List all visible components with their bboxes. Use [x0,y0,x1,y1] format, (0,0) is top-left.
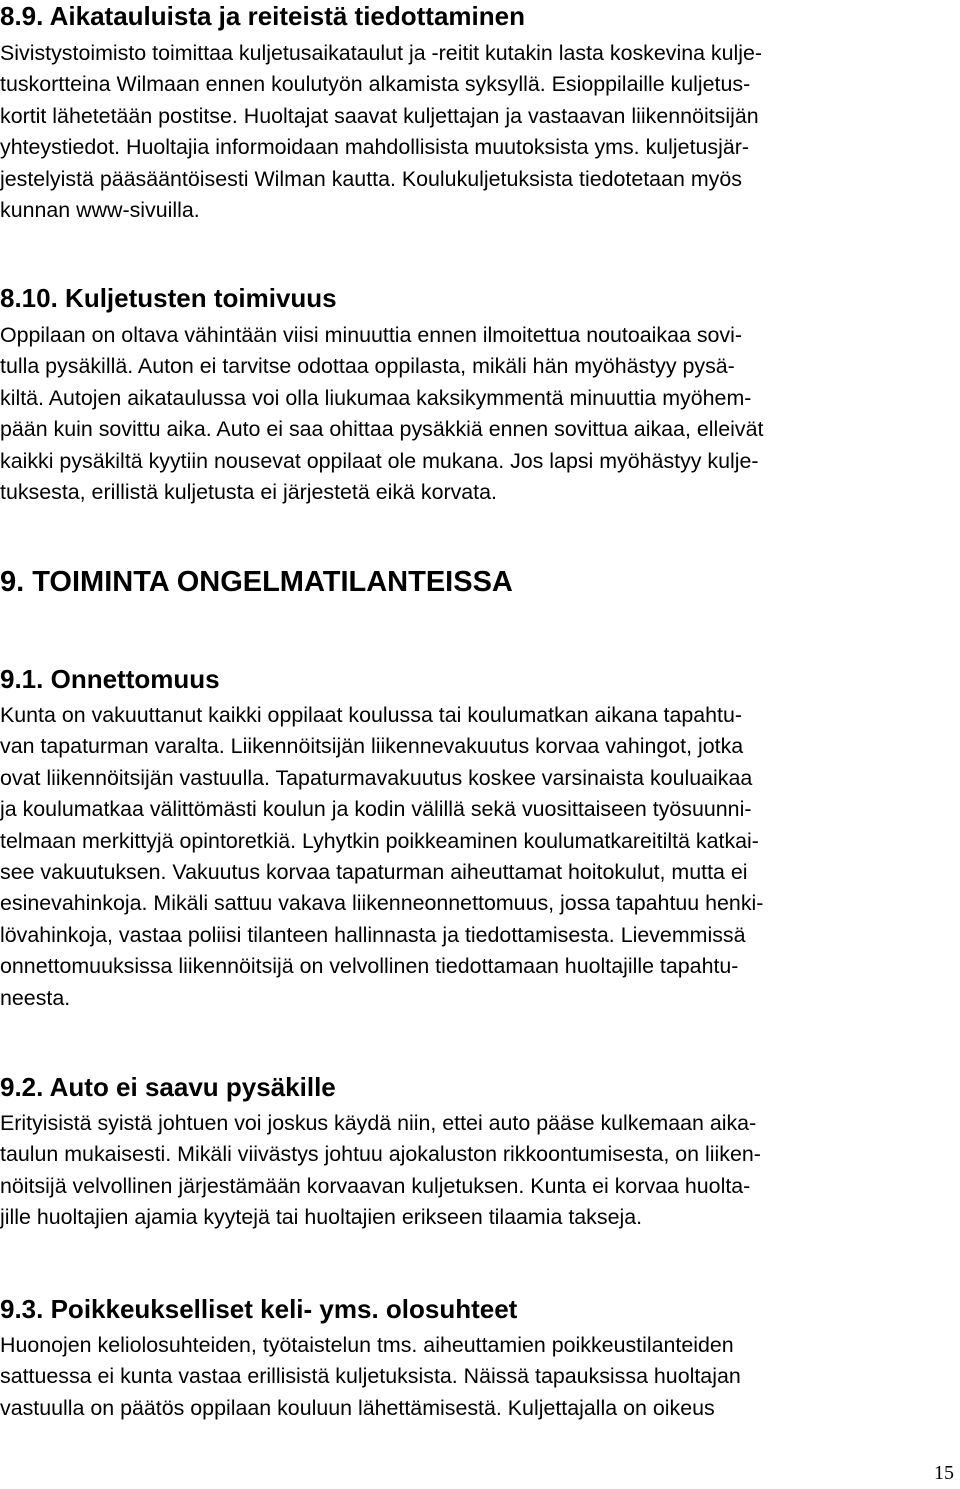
section-heading: 9.1. Onnettomuus [0,664,220,694]
section-paragraph [0,1330,741,1424]
paragraph-line: tuksesta, erillistä kuljetusta ei järjestetä eikä korvata. [0,480,497,505]
paragraph-line: nöitsijä velvollinen järjestämään korvaavan kuljetuksen. Kunta ei korvaa huolta- [0,1173,751,1198]
section-paragraph [0,700,763,1014]
paragraph-line: van tapaturman varalta. Liikennöitsijän liikennevakuutus korvaa vahingot, jotka [0,734,744,759]
paragraph-line: Kunta on vakuuttanut kaikki oppilaat koulussa tai koulumatkan aikana tapahtu- [0,703,743,727]
section-8-10 [0,282,763,508]
page-number: 15 [934,1462,954,1484]
paragraph-line: vastuulla on päätös oppilaan kouluun lähettämisestä. Kuljettajalla on oikeus [0,1395,715,1420]
chapter-heading: 9. TOIMINTA ONGELMATILANTEISSA [0,566,513,598]
paragraph-line: Sivistystoimisto toimittaa kuljetusaikataulut ja -reitit kutakin lasta koskevina kulje- [0,41,763,65]
paragraph-line: onnettomuuksissa liikennöitsijä on velvollinen tiedottamaan huoltajille tapahtu- [0,954,739,979]
paragraph-line: jestelyistä pääsääntöisesti Wilman kautta. Koulukuljetuksista tiedotetaan myös [0,166,742,191]
paragraph-line: kiltä. Autojen aikataulussa voi olla liukumaa kaksikymmentä minuuttia myöhem- [0,385,752,410]
section-8-9 [0,0,762,226]
paragraph-line: taulun mukaisesti. Mikäli viivästys johtuu ajokaluston rikkoontumisesta, on liiken- [0,1142,761,1167]
paragraph-line: Huonojen keliolosuhteiden, työtaistelun tms. aiheuttamien poikkeustilanteiden [0,1333,734,1357]
paragraph-line: kunnan www-sivuilla. [0,198,200,223]
paragraph-line: ja koulumatkaa välittömästi koulun ja kodin välillä sekä vuosittaiseen työsuunni- [0,797,752,822]
section-paragraph [0,1108,761,1234]
paragraph-line: sattuessa ei kunta vastaa erillisistä kuljetuksista. Näissä tapauksissa huoltajan [0,1364,741,1389]
chapter-9 [0,565,513,599]
section-paragraph [0,320,763,508]
section-heading: 9.2. Auto ei saavu pysäkille [0,1072,336,1102]
paragraph-line: kortit lähetetään postitse. Huoltajat saavat kuljettajan ja vastaavan liikennöitsijän [0,103,759,128]
paragraph-line: esinevahinkoja. Mikäli sattuu vakava liikenneonnettomuus, jossa tapahtuu henki- [0,891,764,916]
paragraph-line: see vakuutuksen. Vakuutus korvaa tapaturman aiheuttamat hoitokulut, mutta ei [0,860,748,885]
paragraph-line: jille huoltajien ajamia kyytejä tai huoltajien erikseen tilaamia takseja. [0,1205,643,1230]
paragraph-line: kaikki pysäkiltä kyytiin nousevat oppilaat ole mukana. Jos lapsi myöhästyy kulje- [0,448,759,473]
section-heading: 8.10. Kuljetusten toimivuus [0,283,337,313]
section-9-2 [0,1071,761,1234]
paragraph-line: telmaan merkittyjä opintoretkiä. Lyhytkin poikkeaminen koulumatkareitiltä katkai- [0,828,759,853]
section-heading: 9.3. Poikkeukselliset keli- yms. olosuhteet [0,1294,518,1324]
section-9-3 [0,1293,741,1424]
paragraph-line: yhteystiedot. Huoltajia informoidaan mahdollisista muutoksista yms. kuljetusjär- [0,135,749,160]
paragraph-line: Oppilaan on oltava vähintään viisi minuuttia ennen ilmoitettua noutoaikaa sovi- [0,323,742,347]
paragraph-line: lövahinkoja, vastaa poliisi tilanteen hallinnasta ja tiedottamisesta. Lievemmissä [0,922,746,947]
paragraph-line: tulla pysäkillä. Auton ei tarvitse odottaa oppilasta, mikäli hän myöhästyy pysä- [0,354,735,379]
paragraph-line: ovat liikennöitsijän vastuulla. Tapaturmavakuutus koskee varsinaista kouluaikaa [0,765,753,790]
paragraph-line: Erityisistä syistä johtuen voi joskus käydä niin, ettei auto pääse kulkemaan aika- [0,1111,757,1135]
paragraph-line: neesta. [0,985,71,1010]
section-9-1 [0,663,763,1014]
section-heading: 8.9. Aikatauluista ja reiteistä tiedottaminen [0,1,525,31]
paragraph-line: pään kuin sovittu aika. Auto ei saa ohittaa pysäkkiä ennen sovittua aikaa, elleivät [0,417,764,442]
section-paragraph [0,38,762,226]
paragraph-line: tuskortteina Wilmaan ennen koulutyön alkamista syksyllä. Esioppilaille kuljetus- [0,72,751,97]
